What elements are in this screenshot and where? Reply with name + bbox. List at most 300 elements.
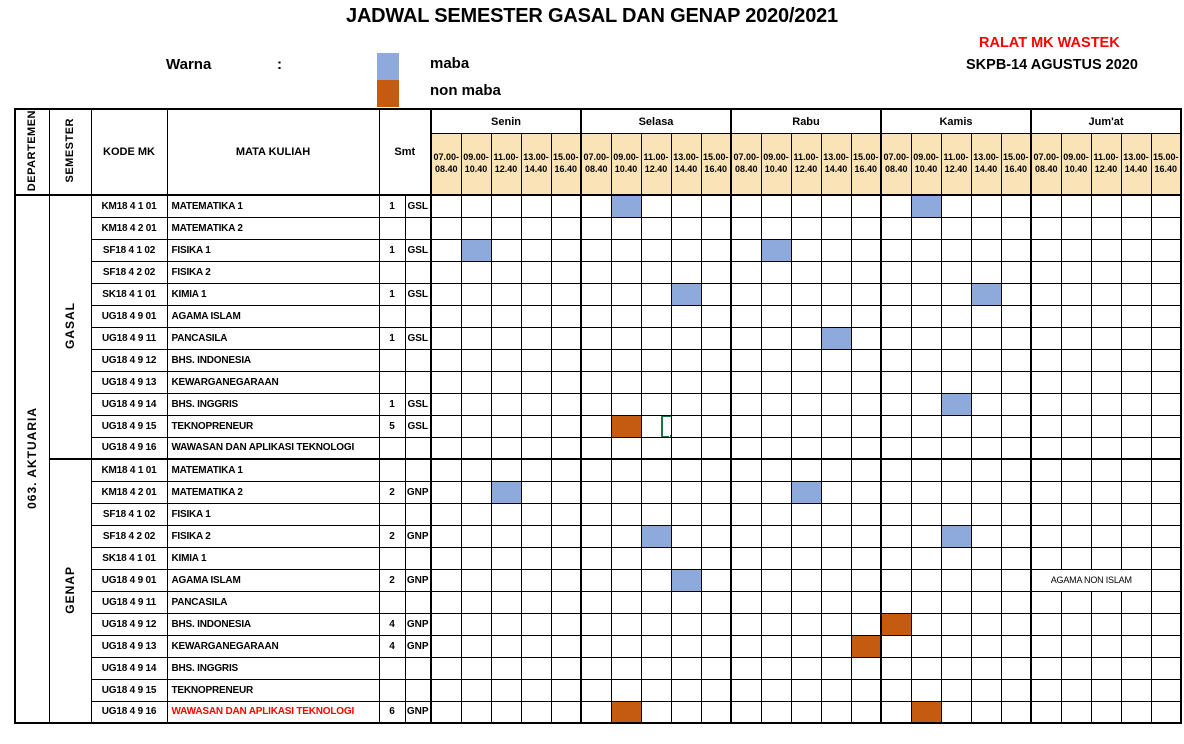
schedule-cell[interactable] xyxy=(551,547,581,569)
schedule-cell[interactable] xyxy=(821,437,851,459)
schedule-cell[interactable] xyxy=(1151,327,1181,349)
schedule-cell[interactable] xyxy=(731,393,761,415)
schedule-cell[interactable] xyxy=(821,613,851,635)
schedule-cell[interactable] xyxy=(431,261,461,283)
schedule-cell[interactable] xyxy=(1001,393,1031,415)
schedule-cell[interactable] xyxy=(641,217,671,239)
schedule-cell[interactable] xyxy=(581,635,611,657)
schedule-cell[interactable] xyxy=(791,371,821,393)
schedule-cell[interactable] xyxy=(551,525,581,547)
course-code-cell[interactable]: SF18 4 1 02 xyxy=(91,503,167,525)
schedule-cell-maba[interactable] xyxy=(641,525,671,547)
course-name-cell[interactable]: MATEMATIKA 2 xyxy=(167,481,379,503)
schedule-cell[interactable] xyxy=(461,591,491,613)
schedule-cell[interactable] xyxy=(581,547,611,569)
schedule-cell[interactable] xyxy=(581,569,611,591)
course-code-cell[interactable]: SK18 4 1 01 xyxy=(91,547,167,569)
schedule-cell[interactable] xyxy=(1091,371,1121,393)
schedule-cell-maba[interactable] xyxy=(971,283,1001,305)
schedule-cell[interactable] xyxy=(431,481,461,503)
course-code-cell[interactable]: UG18 4 9 12 xyxy=(91,349,167,371)
schedule-cell[interactable] xyxy=(671,701,701,723)
schedule-cell[interactable] xyxy=(461,459,491,481)
schedule-cell[interactable] xyxy=(611,327,641,349)
schedule-cell[interactable] xyxy=(941,371,971,393)
schedule-cell[interactable] xyxy=(1061,195,1091,217)
schedule-cell[interactable] xyxy=(941,195,971,217)
schedule-cell[interactable] xyxy=(1031,371,1061,393)
schedule-cell[interactable] xyxy=(491,657,521,679)
schedule-cell[interactable] xyxy=(581,591,611,613)
schedule-cell[interactable] xyxy=(1061,503,1091,525)
schedule-cell[interactable] xyxy=(1151,195,1181,217)
smt-value-cell[interactable]: 1 xyxy=(379,327,405,349)
schedule-cell[interactable] xyxy=(521,613,551,635)
schedule-cell[interactable] xyxy=(1031,261,1061,283)
smt-value-cell[interactable] xyxy=(379,349,405,371)
schedule-cell[interactable] xyxy=(881,261,911,283)
schedule-cell[interactable] xyxy=(851,217,881,239)
schedule-cell[interactable] xyxy=(1091,305,1121,327)
schedule-cell[interactable] xyxy=(1091,613,1121,635)
schedule-cell[interactable] xyxy=(791,393,821,415)
course-code-cell[interactable]: UG18 4 9 13 xyxy=(91,371,167,393)
schedule-cell[interactable] xyxy=(1091,239,1121,261)
schedule-cell[interactable] xyxy=(491,635,521,657)
term-value-cell[interactable]: GSL xyxy=(405,195,431,217)
schedule-cell[interactable] xyxy=(761,371,791,393)
schedule-cell-nonmaba[interactable] xyxy=(611,415,641,437)
course-name-cell[interactable]: MATEMATIKA 1 xyxy=(167,459,379,481)
schedule-cell[interactable] xyxy=(611,261,641,283)
schedule-cell[interactable] xyxy=(821,635,851,657)
course-code-cell[interactable]: UG18 4 9 15 xyxy=(91,679,167,701)
semester-cell-gasal[interactable] xyxy=(49,195,91,459)
schedule-cell[interactable] xyxy=(521,591,551,613)
schedule-cell[interactable] xyxy=(701,195,731,217)
schedule-cell[interactable] xyxy=(431,657,461,679)
schedule-cell[interactable] xyxy=(851,239,881,261)
schedule-cell[interactable] xyxy=(431,327,461,349)
schedule-cell[interactable] xyxy=(731,679,761,701)
schedule-cell[interactable] xyxy=(1001,459,1031,481)
schedule-cell[interactable] xyxy=(491,217,521,239)
schedule-cell[interactable] xyxy=(911,591,941,613)
schedule-cell[interactable] xyxy=(851,613,881,635)
smt-value-cell[interactable]: 5 xyxy=(379,415,405,437)
schedule-cell[interactable] xyxy=(461,547,491,569)
schedule-cell[interactable] xyxy=(491,415,521,437)
schedule-cell-maba[interactable] xyxy=(821,327,851,349)
course-name-cell[interactable]: KEWARGANEGARAAN xyxy=(167,635,379,657)
schedule-cell[interactable] xyxy=(941,437,971,459)
schedule-cell[interactable] xyxy=(641,613,671,635)
schedule-cell[interactable] xyxy=(701,437,731,459)
schedule-cell[interactable] xyxy=(1001,591,1031,613)
smt-value-cell[interactable]: 6 xyxy=(379,701,405,723)
schedule-cell[interactable] xyxy=(1031,635,1061,657)
schedule-cell[interactable] xyxy=(701,283,731,305)
schedule-cell[interactable] xyxy=(911,503,941,525)
schedule-cell[interactable] xyxy=(671,635,701,657)
schedule-cell[interactable] xyxy=(431,679,461,701)
schedule-cell[interactable] xyxy=(551,261,581,283)
schedule-cell[interactable] xyxy=(911,261,941,283)
schedule-cell[interactable] xyxy=(1061,657,1091,679)
schedule-cell[interactable] xyxy=(431,547,461,569)
schedule-cell[interactable] xyxy=(1001,547,1031,569)
smt-value-cell[interactable]: 2 xyxy=(379,481,405,503)
course-name-cell[interactable]: KIMIA 1 xyxy=(167,283,379,305)
schedule-cell[interactable] xyxy=(911,613,941,635)
schedule-cell[interactable] xyxy=(521,217,551,239)
schedule-cell[interactable] xyxy=(971,261,1001,283)
schedule-cell[interactable] xyxy=(581,371,611,393)
schedule-cell[interactable] xyxy=(611,349,641,371)
schedule-cell[interactable] xyxy=(1121,459,1151,481)
schedule-cell[interactable] xyxy=(911,393,941,415)
schedule-cell[interactable] xyxy=(791,679,821,701)
schedule-cell[interactable] xyxy=(671,591,701,613)
schedule-cell[interactable] xyxy=(851,195,881,217)
schedule-cell[interactable] xyxy=(581,393,611,415)
schedule-cell[interactable] xyxy=(1061,415,1091,437)
schedule-cell[interactable] xyxy=(581,701,611,723)
schedule-cell[interactable] xyxy=(1031,701,1061,723)
schedule-cell[interactable] xyxy=(851,305,881,327)
schedule-cell[interactable] xyxy=(791,701,821,723)
schedule-cell[interactable] xyxy=(431,613,461,635)
schedule-cell[interactable] xyxy=(671,525,701,547)
schedule-cell[interactable] xyxy=(1091,635,1121,657)
schedule-cell[interactable] xyxy=(641,503,671,525)
schedule-cell[interactable] xyxy=(491,503,521,525)
schedule-cell[interactable] xyxy=(851,283,881,305)
schedule-cell[interactable] xyxy=(761,327,791,349)
schedule-cell[interactable] xyxy=(611,437,641,459)
schedule-cell[interactable] xyxy=(521,569,551,591)
course-code-cell[interactable]: UG18 4 9 14 xyxy=(91,657,167,679)
schedule-cell[interactable] xyxy=(1151,393,1181,415)
schedule-cell[interactable] xyxy=(761,415,791,437)
schedule-cell[interactable] xyxy=(461,261,491,283)
schedule-cell[interactable] xyxy=(941,701,971,723)
schedule-cell[interactable] xyxy=(551,635,581,657)
schedule-cell[interactable] xyxy=(971,591,1001,613)
schedule-cell[interactable] xyxy=(431,371,461,393)
schedule-cell[interactable] xyxy=(941,613,971,635)
schedule-cell[interactable] xyxy=(731,239,761,261)
schedule-cell-maba[interactable] xyxy=(941,393,971,415)
schedule-cell[interactable] xyxy=(1061,701,1091,723)
schedule-cell[interactable] xyxy=(731,481,761,503)
schedule-cell[interactable] xyxy=(581,459,611,481)
term-value-cell[interactable] xyxy=(405,261,431,283)
schedule-cell[interactable] xyxy=(1001,569,1031,591)
schedule-cell[interactable] xyxy=(581,349,611,371)
schedule-cell[interactable] xyxy=(821,371,851,393)
schedule-cell[interactable] xyxy=(761,261,791,283)
schedule-cell[interactable] xyxy=(431,437,461,459)
schedule-cell[interactable] xyxy=(1061,305,1091,327)
schedule-cell[interactable] xyxy=(1031,283,1061,305)
schedule-cell[interactable] xyxy=(761,503,791,525)
course-code-cell[interactable]: UG18 4 9 16 xyxy=(91,437,167,459)
schedule-cell[interactable] xyxy=(971,305,1001,327)
course-name-cell[interactable]: KEWARGANEGARAAN xyxy=(167,371,379,393)
schedule-cell-maba[interactable] xyxy=(941,525,971,547)
schedule-cell[interactable] xyxy=(1121,261,1151,283)
schedule-cell[interactable] xyxy=(941,217,971,239)
schedule-cell[interactable] xyxy=(551,217,581,239)
schedule-cell[interactable] xyxy=(881,657,911,679)
schedule-cell[interactable] xyxy=(761,591,791,613)
schedule-cell[interactable] xyxy=(1121,371,1151,393)
schedule-cell[interactable] xyxy=(731,591,761,613)
schedule-cell[interactable] xyxy=(461,481,491,503)
schedule-cell[interactable] xyxy=(761,613,791,635)
schedule-cell[interactable] xyxy=(581,217,611,239)
schedule-cell[interactable] xyxy=(551,239,581,261)
schedule-cell[interactable] xyxy=(1001,305,1031,327)
schedule-cell[interactable] xyxy=(881,327,911,349)
schedule-cell[interactable] xyxy=(851,503,881,525)
schedule-cell[interactable] xyxy=(701,569,731,591)
schedule-cell[interactable] xyxy=(521,195,551,217)
schedule-cell[interactable] xyxy=(1001,679,1031,701)
schedule-cell[interactable] xyxy=(1001,613,1031,635)
schedule-cell[interactable] xyxy=(431,217,461,239)
schedule-cell[interactable] xyxy=(671,371,701,393)
schedule-cell[interactable] xyxy=(911,305,941,327)
schedule-cell[interactable] xyxy=(761,679,791,701)
schedule-cell[interactable] xyxy=(1151,239,1181,261)
schedule-cell[interactable] xyxy=(731,525,761,547)
schedule-cell[interactable] xyxy=(491,195,521,217)
schedule-cell[interactable] xyxy=(1091,349,1121,371)
schedule-cell[interactable] xyxy=(1031,679,1061,701)
term-value-cell[interactable] xyxy=(405,547,431,569)
term-value-cell[interactable] xyxy=(405,459,431,481)
schedule-cell[interactable] xyxy=(611,525,641,547)
schedule-cell[interactable] xyxy=(791,349,821,371)
schedule-cell[interactable] xyxy=(821,261,851,283)
schedule-cell[interactable] xyxy=(701,591,731,613)
schedule-cell[interactable] xyxy=(641,393,671,415)
term-value-cell[interactable]: GNP xyxy=(405,525,431,547)
course-name-cell[interactable]: MATEMATIKA 1 xyxy=(167,195,379,217)
schedule-cell[interactable] xyxy=(491,701,521,723)
schedule-cell[interactable] xyxy=(461,393,491,415)
schedule-cell[interactable] xyxy=(611,239,641,261)
smt-value-cell[interactable]: 1 xyxy=(379,283,405,305)
schedule-cell[interactable] xyxy=(791,613,821,635)
course-name-cell[interactable]: FISIKA 2 xyxy=(167,261,379,283)
schedule-cell[interactable] xyxy=(611,283,641,305)
schedule-cell[interactable] xyxy=(821,481,851,503)
schedule-cell[interactable] xyxy=(1151,679,1181,701)
schedule-cell[interactable] xyxy=(1151,547,1181,569)
schedule-cell[interactable] xyxy=(521,415,551,437)
schedule-cell[interactable] xyxy=(731,503,761,525)
schedule-cell[interactable] xyxy=(761,569,791,591)
schedule-cell[interactable] xyxy=(821,459,851,481)
course-name-cell[interactable]: PANCASILA xyxy=(167,327,379,349)
schedule-cell[interactable] xyxy=(551,503,581,525)
schedule-cell[interactable] xyxy=(521,371,551,393)
schedule-cell[interactable] xyxy=(1061,613,1091,635)
schedule-cell[interactable] xyxy=(1001,701,1031,723)
schedule-cell[interactable] xyxy=(521,657,551,679)
schedule-cell[interactable] xyxy=(671,305,701,327)
schedule-cell[interactable] xyxy=(1001,283,1031,305)
schedule-cell[interactable] xyxy=(1121,393,1151,415)
schedule-cell[interactable] xyxy=(1121,349,1151,371)
schedule-cell[interactable] xyxy=(671,613,701,635)
schedule-cell[interactable] xyxy=(851,415,881,437)
schedule-cell-maba[interactable] xyxy=(671,283,701,305)
term-value-cell[interactable] xyxy=(405,371,431,393)
schedule-cell[interactable] xyxy=(731,305,761,327)
schedule-cell[interactable] xyxy=(1151,503,1181,525)
schedule-cell[interactable] xyxy=(791,525,821,547)
schedule-cell[interactable] xyxy=(971,613,1001,635)
schedule-cell[interactable] xyxy=(521,481,551,503)
schedule-cell[interactable] xyxy=(971,371,1001,393)
schedule-cell[interactable] xyxy=(851,459,881,481)
schedule-cell[interactable] xyxy=(1061,437,1091,459)
schedule-cell[interactable] xyxy=(521,393,551,415)
schedule-cell[interactable] xyxy=(971,657,1001,679)
schedule-cell[interactable] xyxy=(521,283,551,305)
schedule-cell[interactable] xyxy=(701,679,731,701)
schedule-cell[interactable] xyxy=(551,195,581,217)
schedule-cell[interactable] xyxy=(761,657,791,679)
schedule-cell[interactable] xyxy=(671,217,701,239)
schedule-cell[interactable] xyxy=(1121,635,1151,657)
schedule-cell[interactable] xyxy=(971,415,1001,437)
schedule-cell[interactable] xyxy=(791,261,821,283)
schedule-cell[interactable] xyxy=(611,613,641,635)
schedule-cell[interactable] xyxy=(551,657,581,679)
schedule-cell[interactable] xyxy=(881,503,911,525)
schedule-cell[interactable] xyxy=(851,701,881,723)
schedule-cell[interactable] xyxy=(1151,481,1181,503)
schedule-cell[interactable] xyxy=(461,503,491,525)
course-name-cell[interactable]: AGAMA ISLAM xyxy=(167,569,379,591)
schedule-cell[interactable] xyxy=(1151,635,1181,657)
schedule-cell[interactable] xyxy=(641,327,671,349)
schedule-cell[interactable] xyxy=(881,217,911,239)
course-code-cell[interactable]: UG18 4 9 15 xyxy=(91,415,167,437)
schedule-cell[interactable] xyxy=(1031,547,1061,569)
schedule-cell[interactable] xyxy=(671,239,701,261)
schedule-cell[interactable] xyxy=(791,503,821,525)
schedule-cell[interactable] xyxy=(941,283,971,305)
schedule-cell[interactable] xyxy=(491,371,521,393)
schedule-cell[interactable] xyxy=(881,195,911,217)
schedule-cell[interactable] xyxy=(761,459,791,481)
active-cell-cursor[interactable] xyxy=(661,415,672,437)
schedule-cell[interactable] xyxy=(911,635,941,657)
smt-value-cell[interactable]: 1 xyxy=(379,393,405,415)
term-value-cell[interactable] xyxy=(405,503,431,525)
schedule-cell[interactable] xyxy=(731,217,761,239)
schedule-cell[interactable] xyxy=(971,217,1001,239)
schedule-cell[interactable] xyxy=(851,371,881,393)
course-name-cell[interactable]: BHS. INDONESIA xyxy=(167,349,379,371)
schedule-cell[interactable] xyxy=(971,195,1001,217)
schedule-cell[interactable] xyxy=(521,525,551,547)
schedule-cell[interactable] xyxy=(1031,525,1061,547)
schedule-cell[interactable] xyxy=(461,437,491,459)
schedule-cell[interactable] xyxy=(701,481,731,503)
schedule-cell[interactable] xyxy=(941,657,971,679)
smt-value-cell[interactable] xyxy=(379,371,405,393)
schedule-cell[interactable] xyxy=(791,305,821,327)
schedule-cell[interactable] xyxy=(971,569,1001,591)
schedule-cell[interactable] xyxy=(851,679,881,701)
course-code-cell[interactable]: KM18 4 1 01 xyxy=(91,195,167,217)
schedule-cell[interactable] xyxy=(521,503,551,525)
schedule-cell[interactable] xyxy=(1151,459,1181,481)
schedule-cell[interactable] xyxy=(431,635,461,657)
schedule-cell[interactable] xyxy=(911,525,941,547)
schedule-cell[interactable] xyxy=(491,591,521,613)
schedule-cell[interactable] xyxy=(881,569,911,591)
schedule-cell[interactable] xyxy=(641,283,671,305)
schedule-cell[interactable] xyxy=(701,635,731,657)
schedule-cell-nonmaba[interactable] xyxy=(881,613,911,635)
schedule-cell[interactable] xyxy=(911,437,941,459)
schedule-cell[interactable] xyxy=(881,393,911,415)
schedule-cell[interactable] xyxy=(1001,635,1031,657)
schedule-cell[interactable] xyxy=(611,657,641,679)
schedule-cell[interactable] xyxy=(761,635,791,657)
schedule-cell[interactable] xyxy=(461,569,491,591)
schedule-cell[interactable] xyxy=(641,481,671,503)
schedule-cell[interactable] xyxy=(1151,525,1181,547)
smt-value-cell[interactable] xyxy=(379,437,405,459)
schedule-cell[interactable] xyxy=(701,349,731,371)
schedule-cell[interactable] xyxy=(911,239,941,261)
schedule-cell[interactable] xyxy=(1031,195,1061,217)
schedule-cell[interactable] xyxy=(761,305,791,327)
term-value-cell[interactable] xyxy=(405,437,431,459)
schedule-cell[interactable] xyxy=(671,195,701,217)
schedule-cell[interactable] xyxy=(761,701,791,723)
schedule-cell[interactable] xyxy=(641,371,671,393)
schedule-cell[interactable] xyxy=(1031,657,1061,679)
schedule-cell[interactable] xyxy=(851,437,881,459)
schedule-cell[interactable] xyxy=(1031,239,1061,261)
schedule-cell[interactable] xyxy=(431,701,461,723)
schedule-cell[interactable] xyxy=(461,613,491,635)
schedule-cell[interactable] xyxy=(911,217,941,239)
schedule-cell[interactable] xyxy=(671,503,701,525)
schedule-cell[interactable] xyxy=(1151,613,1181,635)
schedule-cell[interactable] xyxy=(821,591,851,613)
term-value-cell[interactable]: GSL xyxy=(405,239,431,261)
schedule-cell-nonmaba[interactable] xyxy=(611,701,641,723)
schedule-cell[interactable] xyxy=(791,415,821,437)
smt-value-cell[interactable] xyxy=(379,305,405,327)
schedule-cell[interactable] xyxy=(461,349,491,371)
schedule-cell[interactable] xyxy=(1151,371,1181,393)
term-value-cell[interactable]: GSL xyxy=(405,283,431,305)
schedule-cell[interactable] xyxy=(1091,327,1121,349)
schedule-cell[interactable] xyxy=(701,327,731,349)
